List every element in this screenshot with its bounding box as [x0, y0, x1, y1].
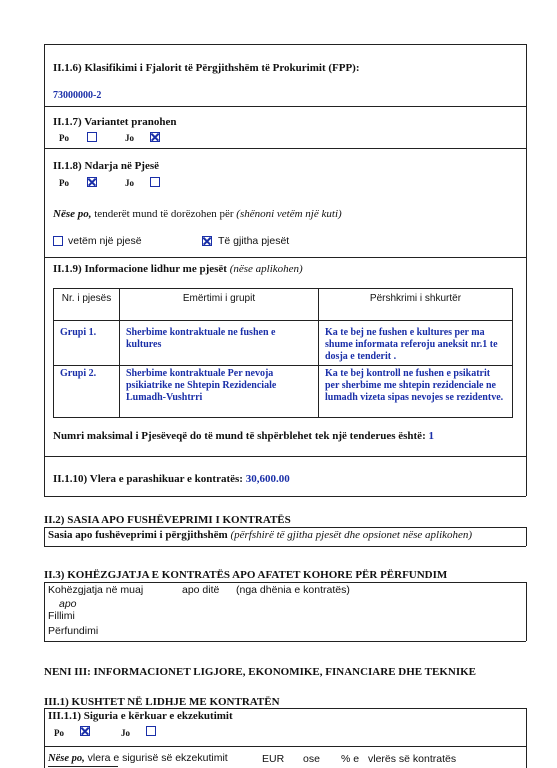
conditions-box-right [526, 708, 527, 768]
estimated-value-label: II.1.10) Vlera e parashikuar e kontratës: [53, 473, 243, 485]
guarantee-pct: % e [341, 753, 360, 765]
quantity-box-bottom [44, 546, 526, 547]
duration-months-label: Kohëzgjatja në muaj [48, 584, 144, 596]
estimated-value-line [53, 473, 290, 485]
lots-option-all-checkbox[interactable] [202, 236, 212, 246]
max-lots-line [53, 430, 434, 442]
lot-desc: Ka te bej ne fushen e kultures per ma shume informata referoju aneksit nr.1 te dosja e tenderit . [319, 321, 513, 366]
guarantee-jo-label: Jo [121, 728, 130, 738]
heading-fpp: II.1.6) Klasifikimi i Fjalorit të Përgjithshëm të Prokurimit (FPP): [53, 62, 360, 74]
guarantee-po-checkbox[interactable] [80, 726, 90, 736]
duration-days-label: apo ditë [182, 584, 220, 596]
lot-info-title: II.1.9) Informacione lidhur me pjesët [53, 263, 227, 275]
duration-days-note: (nga dhënia e kontratës) [236, 584, 350, 596]
duration-box-left [44, 582, 45, 641]
lots-hint: (shënoni vetëm një kuti) [236, 208, 342, 220]
lot-info-note: (nëse aplikohen) [229, 263, 303, 275]
guarantee-underline [48, 766, 118, 767]
col-header-desc: Përshkrimi i shkurtër [319, 289, 513, 321]
duration-apo: apo [59, 598, 77, 610]
lot-nr: Grupi 2. [54, 366, 120, 418]
guarantee-po-label: Po [54, 728, 64, 738]
col-header-name: Emërtimi i grupit [120, 289, 319, 321]
lots-tender-sentence [53, 208, 342, 220]
border-left [44, 44, 45, 496]
conditions-divider [44, 746, 526, 747]
lots-tender-text: tenderët mund të dorëzohen për [91, 208, 237, 220]
quantity-note: (përfshirë të gjitha pjesët dhe opsionet nëse aplikohen) [230, 529, 473, 541]
lots-jo-checkbox[interactable] [150, 177, 160, 187]
lot-desc: Ka te bej kontroll ne fushen e psikatrit per sherbime me shtepin rezidenciale ne lumadh vizeta sipas nevojes se rezidentve. [319, 366, 513, 418]
heading-performance-guarantee: III.1.1) Siguria e kërkuar e ekzekutimit [48, 710, 233, 722]
max-lots-value: 1 [428, 430, 434, 442]
quantity-box-left [44, 527, 45, 546]
border-top [44, 44, 526, 45]
guarantee-nese-po: Nëse po, [48, 753, 85, 764]
lots-po-checkbox[interactable] [87, 177, 97, 187]
duration-box-bottom [44, 641, 526, 642]
lot-name: Sherbime kontraktuale ne fushen e kultures [120, 321, 319, 366]
variants-po-checkbox[interactable] [87, 132, 97, 142]
divider-118 [44, 257, 526, 258]
lots-table [53, 288, 513, 418]
conditions-box-left [44, 708, 45, 768]
lots-nese-po: Nëse po, [53, 208, 92, 220]
lots-option-one-label: vetëm një pjesë [68, 235, 142, 247]
table-row [54, 321, 513, 366]
max-lots-label: Numri maksimal i Pjesëveqë do të mund të shpërblehet tek një tenderues është: [53, 430, 426, 442]
fpp-code: 73000000-2 [53, 90, 102, 101]
lots-jo-label: Jo [125, 178, 134, 188]
heading-variants: II.1.7) Variantet pranohen [53, 116, 177, 128]
quantity-box-top [44, 527, 526, 528]
variants-jo-checkbox[interactable] [150, 132, 160, 142]
variants-jo-label: Jo [125, 133, 134, 143]
estimated-value: 30,600.00 [245, 473, 290, 485]
guarantee-jo-checkbox[interactable] [146, 726, 156, 736]
guarantee-ose: ose [303, 753, 320, 765]
heading-lot-info [53, 263, 303, 275]
duration-start-label: Fillimi [48, 610, 75, 622]
lot-nr: Grupi 1. [54, 321, 120, 366]
guarantee-text: vlera e sigurisë së ekzekutimit [84, 752, 228, 764]
heading-duration: II.3) KOHËZGJATJA E KONTRATËS APO AFATET KOHORE PËR PËRFUNDIM [44, 569, 448, 581]
heading-lots: II.1.8) Ndarja në Pjesë [53, 160, 160, 172]
duration-end-label: Përfundimi [48, 625, 99, 637]
border-right [526, 44, 527, 496]
guarantee-eur: EUR [262, 753, 285, 765]
guarantee-line [48, 752, 228, 764]
duration-box-top [44, 582, 526, 583]
lots-option-all-label: Të gjitha pjesët [218, 235, 290, 247]
conditions-box-top [44, 708, 526, 709]
col-header-nr: Nr. i pjesës [54, 289, 120, 321]
quantity-label: Sasia apo fushëveprimi i përgjithshëm [48, 529, 228, 541]
duration-box-right [526, 582, 527, 641]
divider-119 [44, 456, 526, 457]
lots-option-one-checkbox[interactable] [53, 236, 63, 246]
heading-contract-conditions: III.1) KUSHTET NË LIDHJE ME KONTRATËN [44, 696, 280, 708]
border-bottom [44, 496, 526, 497]
heading-article-3: NENI III: INFORMACIONET LIGJORE, EKONOMIKE, FINANCIARE DHE TEKNIKE [44, 666, 477, 678]
guarantee-text-2: vlerës së kontratës [368, 753, 457, 765]
lot-name: Sherbime kontraktuale Per nevoja psikiatrike ne Shtepin Rezidenciale Lumadh-Vushtrri [120, 366, 319, 418]
heading-quantity: II.2) SASIA APO FUSHËVEPRIMI I KONTRATËS [44, 514, 291, 526]
table-row [54, 366, 513, 418]
quantity-line [48, 529, 472, 541]
lots-po-label: Po [59, 178, 69, 188]
divider-117 [44, 148, 526, 149]
divider-116 [44, 106, 526, 107]
quantity-box-right [526, 527, 527, 546]
variants-po-label: Po [59, 133, 69, 143]
